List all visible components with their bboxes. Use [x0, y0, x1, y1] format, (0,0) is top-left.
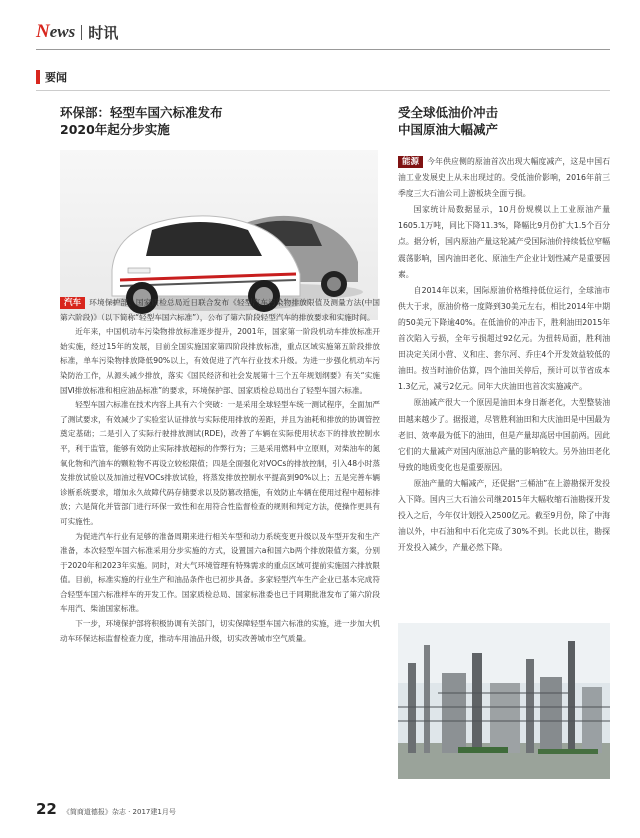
brand-logo: News: [36, 21, 76, 42]
right-article-header: [398, 104, 610, 138]
right-article-body: [398, 154, 610, 556]
publication-info: 《简商道德报》杂志 · 2017建1月号: [62, 808, 176, 816]
right-article-title: [398, 104, 610, 138]
car-illustration: [60, 150, 378, 320]
left-paragraph-2: 近年来，中国机动车污染物排放标准逐步提升，2001年，国家第一阶段机动车排放标准开始实施，经过15年的发展，目前全国实施国家第四阶段排放标准，重点区域实施第五阶段排放标准，单车污染物排放降低90%以上，有效促进了汽车行业技术升级。为进一步强化机动车污染防治工作，从源头减少排放，落实《国民经济和社会发展第十三个五年规划纲要》有关“实施国Ⅵ排放标准和相应油品标准”的要求，环境保护部、国家质检总局出台了轻型车国六标准。: [60, 327, 380, 395]
right-paragraph-4: 原油减产很大一个原因是油田本身日渐老化，大型整装油田越来越少了。据报道，尽管胜利油田和大庆油田是中国最为老旧、效率最为低下的油田，但是产量却高居中国前两。因此它们的大量减产对国内原油总产量的影响较大。另外油田老化导致的地质变化也是重要原因。: [398, 398, 610, 472]
refinery-photo: [398, 623, 610, 779]
right-title-line-1: 受全球低油价冲击: [398, 105, 499, 120]
section-name: 时讯: [88, 23, 119, 42]
refinery-illustration: [398, 623, 610, 779]
left-paragraph-4: 为促进汽车行业有足够的准备周期来进行相关车型和动力系统变更升级以及车型开发和生产准备，本次轻型车国六标准采用分步实施的方式，设置国六a和国六b两个排放限值方案，分别于2020年和2023年实施。同时，对大气环境管理有特殊需求的重点区域可提前实施国六排放限值。目前，标准实施的行业生产和油品条件也已初步具备。多家轻型汽车生产企业已基本完成符合轻型车国六标准样车的开发工作。国家质检总局、国家标准委也已于同期批准发布了第六阶段车用汽、柴油国家标准。: [60, 531, 380, 614]
section-tag-marker: [36, 70, 40, 84]
left-lead-tag: 汽车: [60, 297, 85, 309]
right-paragraph-5: 原油产量的大幅减产，还促据“三桶油”在上游勘探开发投入下降。国内三大石油公司继2015年大幅收缩石油勘探开发投入之后，今年仅计划投入2500亿元。截至9月份，除了中海油以外，中石油和中石化完成了30%不到。长此以往，勘探开发投入减少，产量必然下降。: [398, 478, 610, 553]
right-paragraph-3: 自2014年以来，国际原油价格维持低位运行，全球油市供大于求，原油价格一度降到30美元左右，相比2014年中期的50美元下降逾40%。在低油价的冲击下，胜利油田2015年首次陷入亏损，全年亏损超过92亿元。为扭转局面，胜利油田决定关闭小营、义和庄、套尔河、乔庄4个开发效益较低的油田。按当时油价估算，四个油田关停后，预计可以节省成本1.3亿元，减亏2亿元。同年大庆油田也首次实施减产。: [398, 285, 610, 392]
header-divider: [81, 25, 82, 40]
section-rule: [36, 90, 610, 91]
left-article-header: [60, 104, 380, 320]
left-paragraph-1: 汽车 环境保护部、国家质检总局近日联合发布《轻型汽车污染物排放限值及测量方法(中国第六阶段)》（以下简称“轻型车国六标准”），公布了第六阶段轻型汽车的排放要求和实施时间。: [60, 298, 380, 322]
right-title-line-2: 中国原油大幅减产: [398, 122, 499, 137]
left-title-line-1: 环保部：轻型车国六标准发布: [60, 105, 223, 120]
left-paragraph-5: 下一步，环境保护部将积极协调有关部门，切实保障轻型车国六标准的实施，进一步加大机动车环保达标监督检查力度，推动车用油品升级，切实改善城市空气质量。: [60, 619, 380, 643]
left-paragraph-3: 轻型车国六标准在技术内容上具有六个突破：一是采用全球轻型车统一测试程序，全面加严了测试要求，有效减少了实验室认证排放与实际使用排放的差距，并且为油耗和排放的协调管控奠定基础；二是引入了实际行驶排放测试(RDE)，改善了车辆在实际使用状态下的排放控制水平，利于监管，能够有效防止实际排放超标的作弊行为；三是采用燃料中立原则，对柴油车的氮氧化物和汽油车的颗粒物不再设立较松限值；四是全面强化对VOCs的排放控制，引入48小时蒸发排放试验以及加油过程VOCs排放试验，将蒸发排放控制水平提高到90%以上；五是完善车辆诊断系统要求，增加永久故障代码存储要求以及防篡改措施，有效防止车辆在使用过程中超标排放；六是简化并管部门进行环保一致性和在用符合性监督检查的规则和判定方法，使操作更具有可实施性。: [60, 400, 380, 526]
left-title-line-2: 2020年起分步实施: [60, 122, 170, 137]
page-number: 22: [36, 800, 57, 818]
left-article-body: [60, 296, 380, 646]
header-rule: [36, 49, 610, 50]
magazine-header: [36, 20, 118, 44]
right-lead-tag: 能源: [398, 156, 423, 168]
right-paragraph-1: 能源 今年供应侧的原油首次出现大幅度减产，这是中国石油工业发展史上从未出现过的。受低油价影响，2016年前三季度三大石油公司上游板块全面亏损。: [398, 157, 610, 199]
right-paragraph-2: 国家统计局数据显示，10月份规模以上工业原油产量1605.1万吨，同比下降11.3%，降幅比9月份扩大1.5个百分点。据分析，国内原油产量这轮减产受国际油价持续低位窄幅震荡影响，国内油田老化、原油生产企业计划性减产是重要因素。: [398, 205, 610, 279]
car-photo: [60, 150, 378, 320]
page-footer: [36, 800, 176, 818]
left-article-title: [60, 104, 380, 138]
section-tag: [36, 69, 67, 85]
section-tag-label: 要闻: [45, 71, 67, 84]
